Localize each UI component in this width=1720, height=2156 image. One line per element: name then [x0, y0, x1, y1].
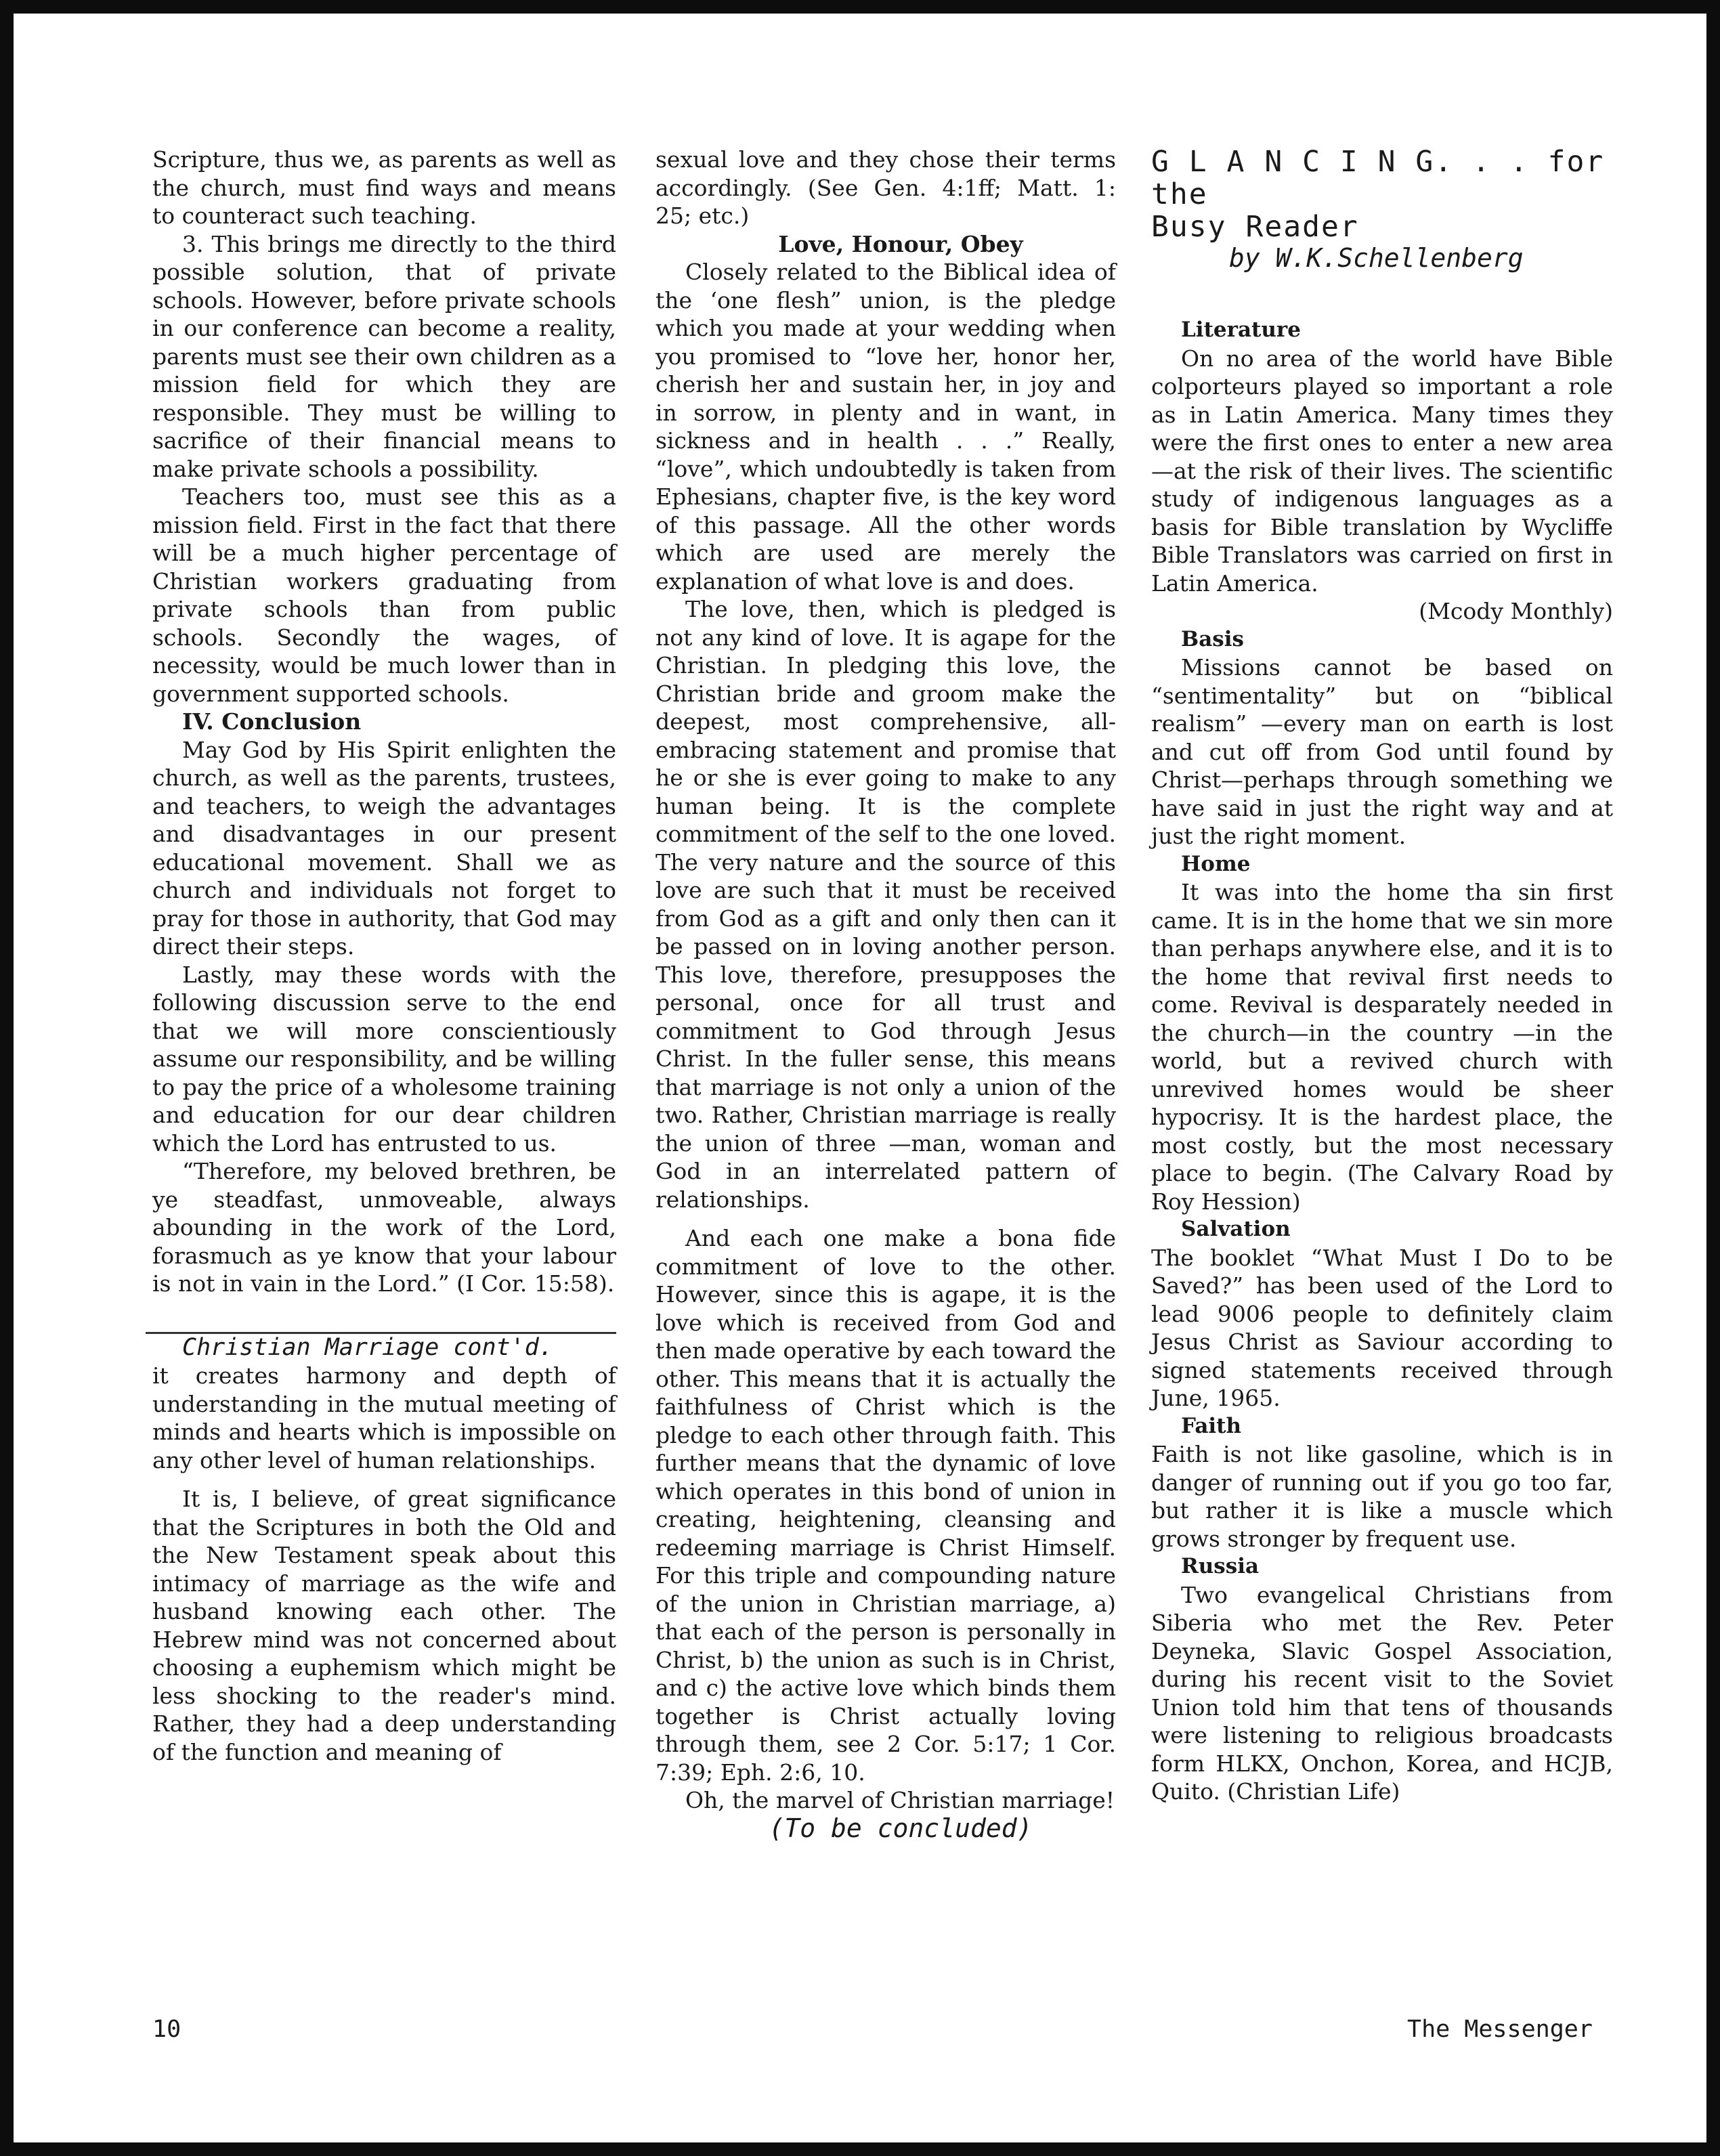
conclusion-heading: IV. Conclusion — [182, 708, 362, 735]
paragraph: sexual love and they chose their terms accordingly. (See Gen. 4:1ff; Matt. 1: 25; etc.) — [655, 146, 1116, 229]
continued-heading: Christian Marriage cont'd. — [182, 1333, 553, 1361]
paragraph: The booklet “What Must I Do to be Saved?” has been used of the Lord to lead 9006 people to definitely claim Jesus Christ as Saviour according to signed statements received through June, 1965. — [1151, 1244, 1613, 1411]
paragraph: Oh, the marvel of Christian marriage! — [685, 1787, 1115, 1813]
column-left — [152, 146, 616, 1766]
section-heading: Home — [1181, 851, 1251, 876]
section-heading: Faith — [1181, 1413, 1242, 1438]
paragraph: Lastly, may these words with the following discussion serve to the end that we will more conscientiously assume our responsibility, and be willing to pay the price of a wholesome training and education for our dear children which the Lord has entrusted to us. — [152, 961, 616, 1157]
paragraph: Two evangelical Christians from Siberia who met the Rev. Peter Deyneka, Slavic Gospel Association, during his recent visit to the Soviet Union told him that tens of thousands were listening to religious broadcasts form HLKX, Onchon, Korea, and HCJB, Quito. (Christian Life) — [1151, 1581, 1613, 1805]
to-be-concluded-note: (To be concluded) — [769, 1813, 1033, 1843]
section-heading: Literature — [1181, 318, 1301, 342]
paragraph: “Therefore, my beloved brethren, be ye steadfast, unmoveable, always abounding in the work of the Lord, forasmuch as ye know that your labour is not in vain in the Lord.” (I Cor. 15:58). — [152, 1158, 616, 1297]
paragraph: Closely related to the Biblical idea of the ‘one flesh” union, is the pledge which you made at your wedding when you promised to “love her, honor her, cherish her and sustain her, in joy and in sorrow, in plenty and in want, in sickness and in health . . .” Really, “love”, which undoubtedly is taken from Ephesians, chapter five, is the key word of this passage. All the other words which are used are merely the explanation of what love is and does. — [655, 259, 1116, 595]
column-right — [1151, 146, 1613, 1806]
section-heading: Salvation — [1181, 1217, 1291, 1241]
paragraph: And each one make a bona fide commitment of love to the other. However, since this is agape, it is the love which is received from God and then made operative by each toward the other. This means that it is actually the faithfulness of Christ which is the pledge to each other through faith. This further means that the dynamic of love which operates in this bond of union in creating, heightening, cleansing and redeeming marriage is Christ Himself. For this triple and compounding nature of the union in Christian marriage, a) that each of the person is personally in Christ, b) the union as such is in Christ, and c) the active love which binds them together is Christ actually loving through them, see 2 Cor. 5:17; 1 Cor. 7:39; Eph. 2:6, 10. — [655, 1225, 1116, 1786]
paragraph: The love, then, which is pledged is not any kind of love. It is agape for the Christian. In pledging this love, the Christian bride and groom make the deepest, most comprehensive, all-embracing statement and promise that he or she is ever going to make to any human being. It is the complete commitment of the self to the one loved. The very nature and the source of this love are such that it must be received from God as a gift and only then can it be passed on in loving another person. This love, therefore, presupposes the personal, once for all trust and commitment to God through Jesus Christ. In the fuller sense, this means that marriage is not only a union of the two. Rather, Christian marriage is really the union of three —man, woman and God in an interrelated pattern of relationships. — [655, 596, 1116, 1213]
byline: by W.K.Schellenberg — [1229, 243, 1524, 273]
paragraph: Teachers too, must see this as a mission field. First in the fact that there will be a much higher percentage of Christian workers graduating from private schools than from public schools. Secondly the wages, of necessity, would be much lower than in government supported schools. — [152, 483, 616, 707]
section-heading: Love, Honour, Obey — [778, 230, 1023, 257]
paragraph: Scripture, thus we, as parents as well as the church, must find ways and means to counteract such teaching. — [152, 146, 616, 229]
paragraph: It is, I believe, of great significance that the Scriptures in both the Old and the New Testament speak about this intimacy of marriage as the wife and husband knowing each other. The Hebrew mind was not concerned about choosing a euphemism which might be less shocking to the reader's mind. Rather, they had a deep understanding of the function and meaning of — [152, 1486, 616, 1765]
column-middle — [655, 146, 1116, 1842]
paragraph: On no area of the world have Bible colporteurs played so important a role as in Latin America. Many times they were the first ones to enter a new area—at the risk of their lives. The scientific study of indigenous languages as a basis for Bible translation by Wycliffe Bible Translators was carried on first in Latin America. — [1151, 345, 1613, 597]
section-heading: Basis — [1181, 626, 1244, 651]
page-number: 10 — [152, 2016, 181, 2043]
citation: (Mcody Monthly) — [1419, 598, 1613, 624]
glancing-title: G L A N C I N G. . . for the — [1151, 145, 1605, 211]
paragraph: it creates harmony and depth of understanding in the mutual meeting of minds and hearts which is impossible on any other level of human relationships. — [152, 1362, 616, 1473]
paragraph: May God by His Spirit enlighten the church, as well as the parents, trustees, and teachers, to weigh the advantages and disadvantages in our present educational movement. Shall we as church and individuals not forget to pray for those in authority, that God may direct their steps. — [152, 736, 616, 960]
paragraph: Missions cannot be based on “sentimentality” but on “biblical realism” —every man on earth is lost and cut off from God until found by Christ—perhaps through something we have said in just the right way and at just the right moment. — [1151, 654, 1613, 849]
paragraph: Faith is not like gasoline, which is in danger of running out if you go too far, but rather it is like a muscle which grows stronger by frequent use. — [1151, 1441, 1613, 1552]
section-heading: Russia — [1181, 1554, 1260, 1578]
publication-name: The Messenger — [1407, 2016, 1593, 2043]
paragraph: It was into the home tha sin first came. It is in the home that we sin more than perhaps anywhere else, and it is to the home that revival first needs to come. Revival is desparately needed in the church—in the country —in the world, but a revived church with unrevived homes would be sheer hypocrisy. It is the hardest place, the most costly, but the most necessary place to begin. (The Calvary Road by Roy Hession) — [1151, 879, 1613, 1215]
paragraph: 3. This brings me directly to the third possible solution, that of private schools. However, before private schools in our conference can become a reality, parents must see their own children as a mission field for which they are responsible. They must be willing to sacrifice of their financial means to make private schools a possibility. — [152, 230, 616, 482]
glancing-subtitle: Busy Reader — [1151, 210, 1359, 244]
